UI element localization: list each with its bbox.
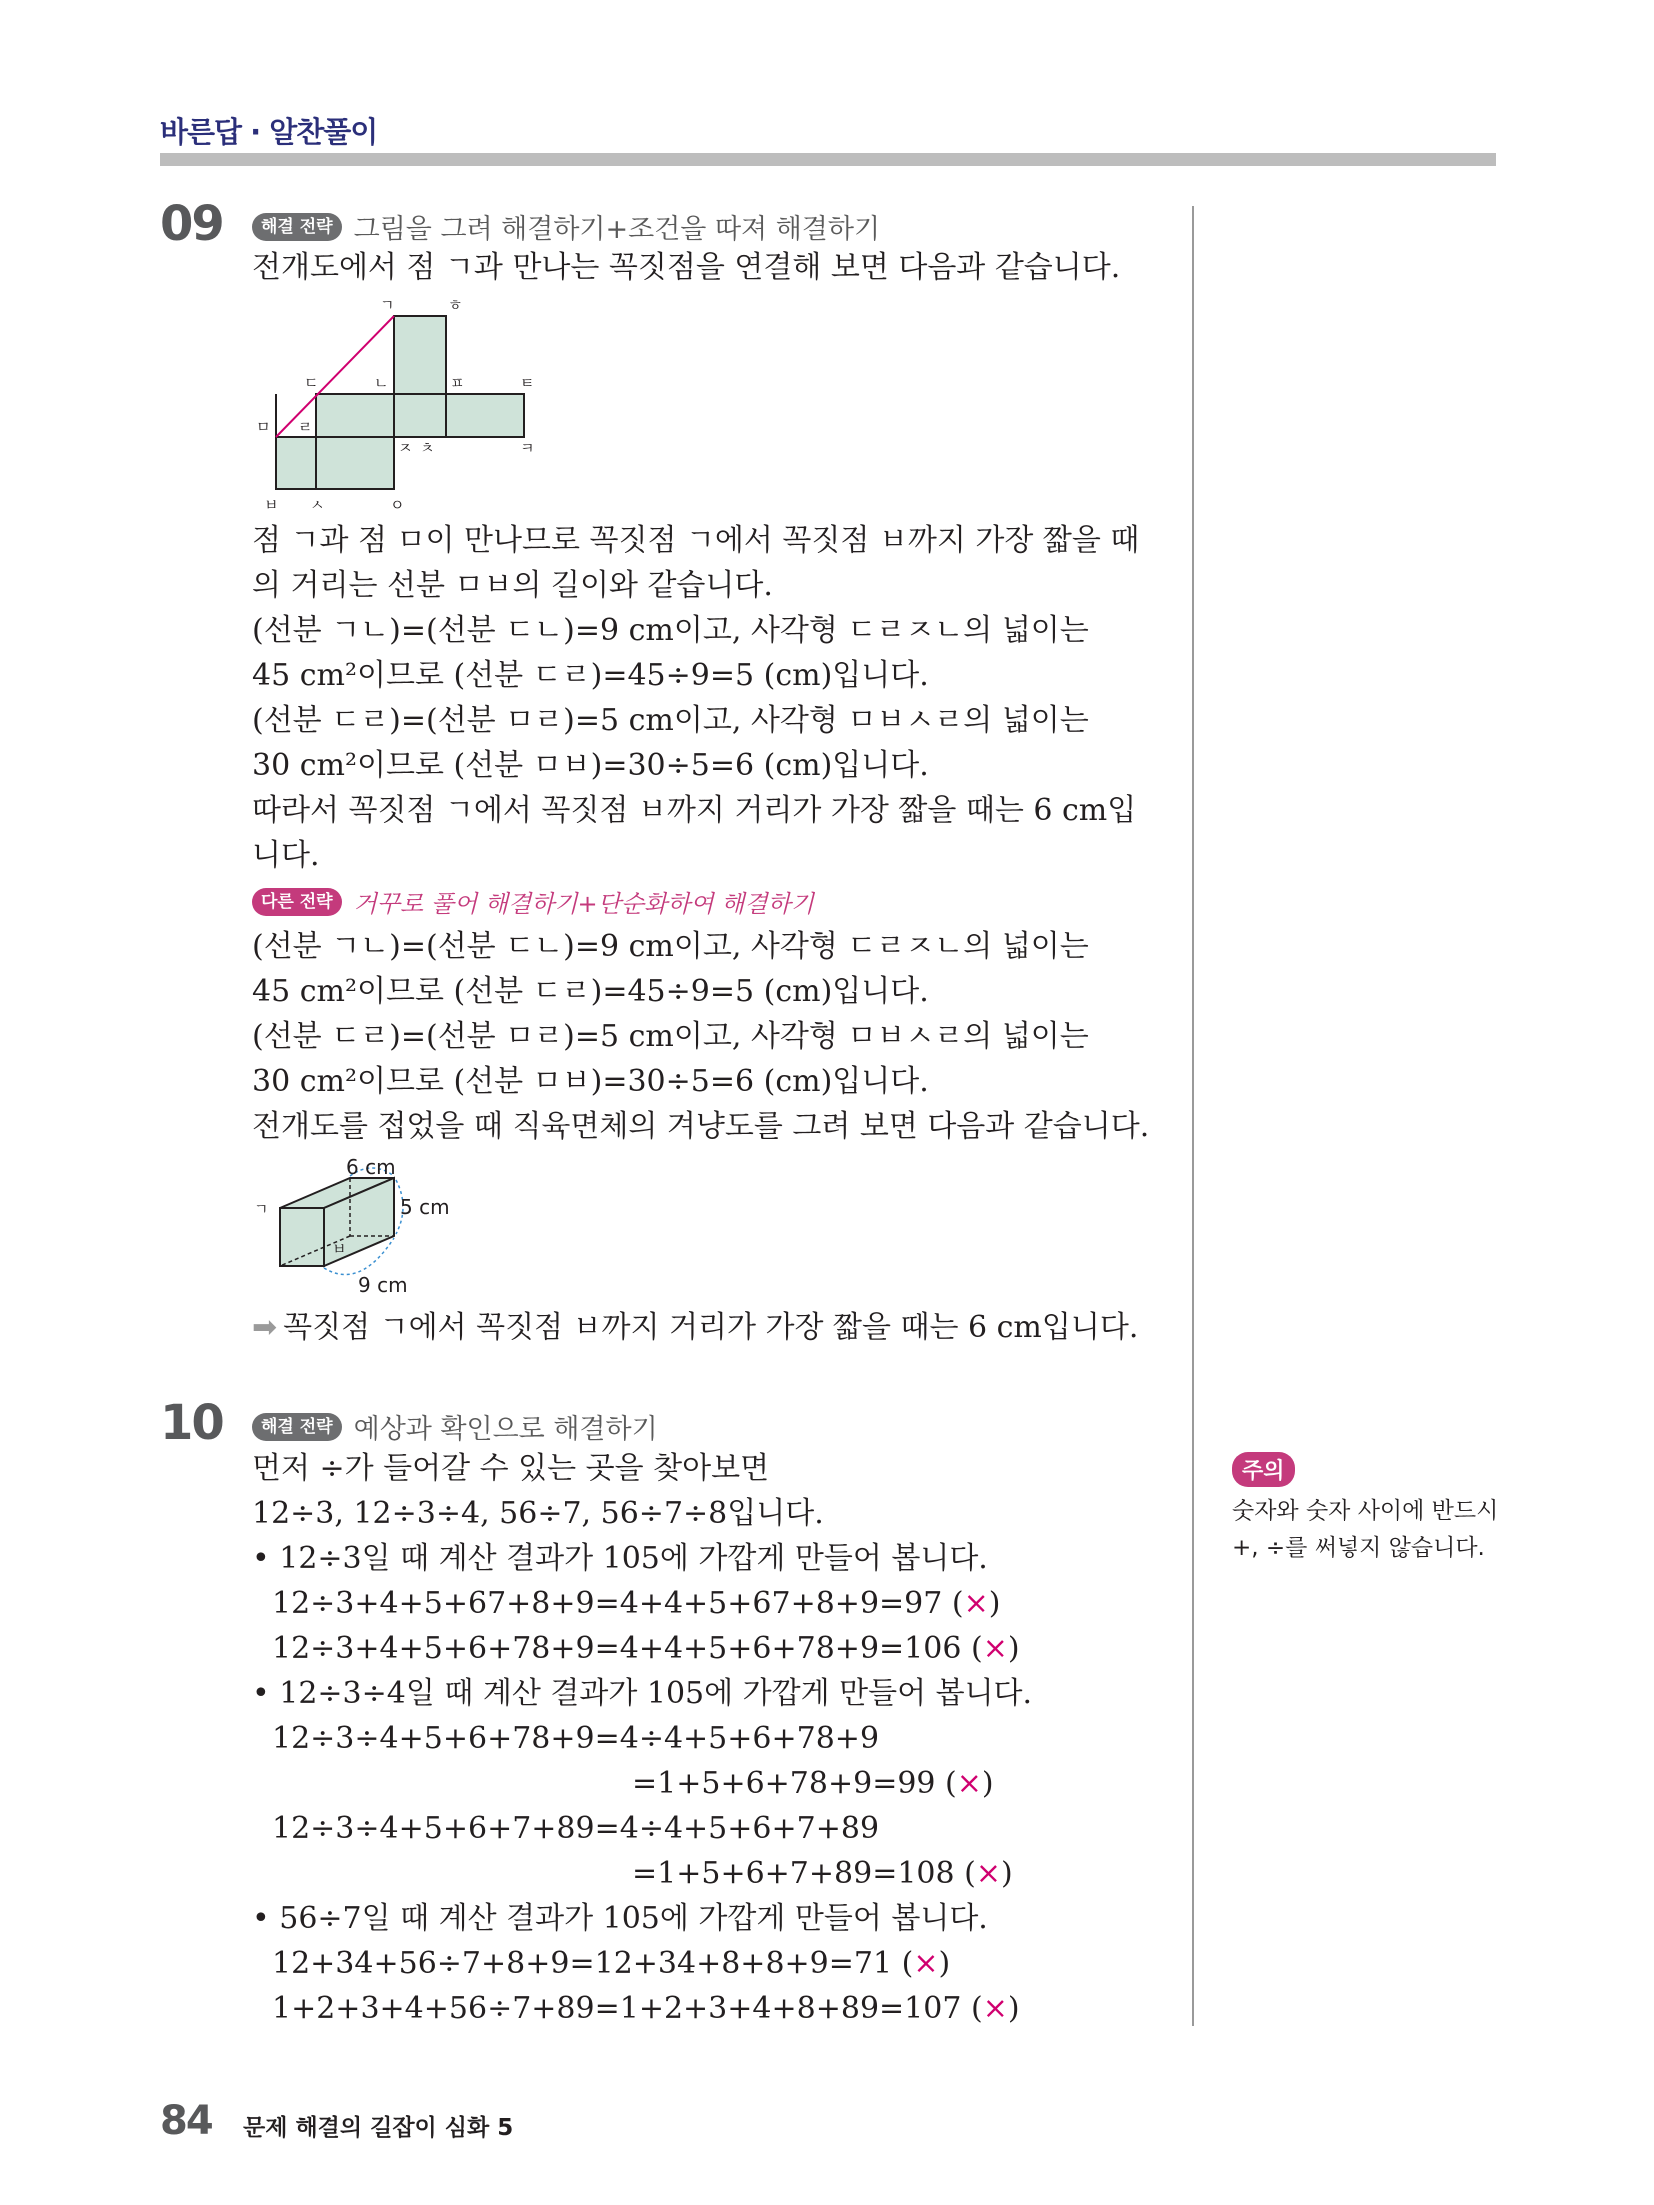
q09-alt-line: 30 cm²이므로 (선분 ㅁㅂ)=30÷5=6 (cm)입니다. [252, 1064, 929, 1099]
q09-line: (선분 ㄷㄹ)=(선분 ㅁㄹ)=5 cm이고, 사각형 ㅁㅂㅅㄹ의 넓이는 [252, 703, 1089, 738]
label-b: ㅂ [264, 496, 279, 514]
q09-line: 니다. [252, 838, 320, 873]
arrow-icon: ➡ [252, 1310, 278, 1345]
wrong-mark: × [975, 1856, 1001, 1891]
header-bar [160, 153, 1496, 166]
label-h: ㅎ [448, 296, 463, 314]
label-j: ㅈ [398, 439, 413, 457]
label-d: ㄷ [304, 374, 319, 392]
q09-line: (선분 ㄱㄴ)=(선분 ㄷㄴ)=9 cm이고, 사각형 ㄷㄹㅈㄴ의 넓이는 [252, 613, 1089, 648]
column-divider [1192, 206, 1194, 2026]
net-face-middle [316, 394, 524, 437]
q09-conclusion-text: 꼭짓점 ㄱ에서 꼭짓점 ㅂ까지 거리가 가장 짧을 때는 6 cm입니다. [283, 1310, 1139, 1345]
q09-alt-line: 전개도를 접었을 때 직육면체의 겨냥도를 그려 보면 다음과 같습니다. [252, 1109, 1150, 1144]
strategy-10 [252, 1407, 658, 1446]
q10-calc: =1+5+6+78+9=99 (×) [632, 1766, 994, 1801]
header-title: 바른답 · 알찬풀이 [160, 115, 378, 149]
wrong-mark: × [913, 1946, 939, 1981]
calc-text: 12+34+56÷7+8+9=12+34+8+8+9=71 [272, 1946, 893, 1981]
vertex-g-label: ㄱ [254, 1200, 269, 1218]
strategy-text: 그림을 그려 해결하기+조건을 따져 해결하기 [353, 214, 881, 245]
q10-line: • 12÷3÷4일 때 계산 결과가 105에 가깝게 만들어 봅니다. [252, 1676, 1033, 1711]
wrong-mark: × [956, 1766, 982, 1801]
q09-intro: 전개도에서 점 ㄱ과 만나는 꼭짓점을 연결해 보면 다음과 같습니다. [252, 250, 1121, 285]
page-number: 84 [160, 2098, 212, 2144]
strategy-text: 예상과 확인으로 해결하기 [353, 1414, 658, 1445]
cuboid-diagram [250, 1158, 490, 1298]
q10-calc: 1+2+3+4+56÷7+89=1+2+3+4+8+89=107 (×) [272, 1991, 1020, 2026]
calc-text: 12÷3+4+5+6+78+9=4+4+5+6+78+9=106 [272, 1631, 962, 1666]
label-r: ㄹ [298, 418, 313, 436]
q10-line: • 12÷3일 때 계산 결과가 105에 가깝게 만들어 봅니다. [252, 1541, 988, 1576]
footer-title: 문제 해결의 길잡이 심화 5 [243, 2115, 514, 2141]
q09-line: 점 ㄱ과 점 ㅁ이 만나므로 꼭짓점 ㄱ에서 꼭짓점 ㅂ까지 가장 짧을 때 [252, 523, 1140, 558]
q10-calc: 12÷3÷4+5+6+78+9=4÷4+5+6+78+9 [272, 1721, 880, 1756]
net-diagram [250, 296, 550, 516]
label-m: ㅁ [256, 418, 271, 436]
strategy-badge: 해결 전략 [252, 1413, 342, 1441]
strategy-badge: 해결 전략 [252, 213, 342, 241]
q09-line: 의 거리는 선분 ㅁㅂ의 길이와 같습니다. [252, 568, 773, 603]
alt-strategy-text: 거꾸로 풀어 해결하기+단순화하여 해결하기 [353, 890, 814, 918]
label-k: ㅋ [520, 439, 535, 457]
dim-bottom-label: 9 cm [358, 1273, 408, 1297]
q09-line: 30 cm²이므로 (선분 ㅁㅂ)=30÷5=6 (cm)입니다. [252, 748, 929, 783]
label-p: ㅍ [450, 374, 465, 392]
q09-alt-line: (선분 ㄱㄴ)=(선분 ㄷㄴ)=9 cm이고, 사각형 ㄷㄹㅈㄴ의 넓이는 [252, 929, 1089, 964]
q10-line: 12÷3, 12÷3÷4, 56÷7, 56÷7÷8입니다. [252, 1496, 824, 1531]
q09-line: 따라서 꼭짓점 ㄱ에서 꼭짓점 ㅂ까지 거리가 가장 짧을 때는 6 cm입 [252, 793, 1137, 828]
calc-text: =1+5+6+7+89=108 [632, 1856, 955, 1891]
q10-calc: 12÷3+4+5+67+8+9=4+4+5+67+8+9=97 (×) [272, 1586, 1001, 1621]
net-face-top [394, 316, 446, 394]
q10-line: 먼저 ÷가 들어갈 수 있는 곳을 찾아보면 [252, 1451, 770, 1486]
q09-alt-line: (선분 ㄷㄹ)=(선분 ㅁㄹ)=5 cm이고, 사각형 ㅁㅂㅅㄹ의 넓이는 [252, 1019, 1089, 1054]
alt-strategy-09 [252, 884, 814, 919]
label-g: ㄱ [380, 296, 395, 314]
q09-conclusion [252, 1309, 1138, 1347]
q09-alt-line: 45 cm²이므로 (선분 ㄷㄹ)=45÷9=5 (cm)입니다. [252, 974, 929, 1009]
label-o: ㅇ [390, 496, 405, 514]
wrong-mark: × [982, 1991, 1008, 2026]
label-t: ㅌ [520, 374, 535, 392]
q10-calc: =1+5+6+7+89=108 (×) [632, 1856, 1013, 1891]
question-number-10: 10 [160, 1395, 223, 1451]
q10-calc: 12+34+56÷7+8+9=12+34+8+8+9=71 (×) [272, 1946, 951, 1981]
label-n: ㄴ [374, 374, 389, 392]
note-text: 숫자와 숫자 사이에 반드시 +, ÷를 써넣지 않습니다. [1232, 1498, 1499, 1561]
net-face-bottom [276, 437, 394, 489]
q10-line: • 56÷7일 때 계산 결과가 105에 가깝게 만들어 봅니다. [252, 1901, 988, 1936]
wrong-mark: × [982, 1631, 1008, 1666]
q10-calc: 12÷3÷4+5+6+7+89=4÷4+5+6+7+89 [272, 1811, 880, 1846]
label-ch: ㅊ [420, 439, 435, 457]
q10-calc: 12÷3+4+5+6+78+9=4+4+5+6+78+9=106 (×) [272, 1631, 1020, 1666]
q09-line: 45 cm²이므로 (선분 ㄷㄹ)=45÷9=5 (cm)입니다. [252, 658, 929, 693]
calc-text: 12÷3+4+5+67+8+9=4+4+5+67+8+9=97 [272, 1586, 943, 1621]
note-badge: 주의 [1232, 1452, 1295, 1487]
strategy-09 [252, 207, 880, 246]
label-s: ㅅ [310, 496, 325, 514]
question-number-09: 09 [160, 196, 223, 252]
calc-text: =1+5+6+78+9=99 [632, 1766, 936, 1801]
wrong-mark: × [963, 1586, 989, 1621]
alt-strategy-badge: 다른 전략 [252, 888, 342, 916]
dim-right-label: 5 cm [400, 1195, 450, 1219]
dim-top-label: 6 cm [346, 1158, 396, 1179]
vertex-b-label: ㅂ [332, 1240, 347, 1258]
calc-text: 1+2+3+4+56÷7+89=1+2+3+4+8+89=107 [272, 1991, 962, 2026]
